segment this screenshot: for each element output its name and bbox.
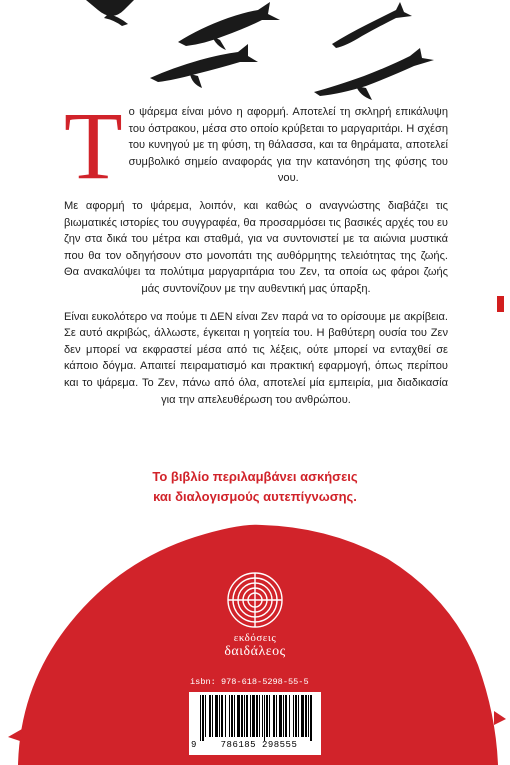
fish-3 xyxy=(150,44,258,82)
side-edge-mark xyxy=(497,296,504,312)
barcode-bar xyxy=(308,695,309,737)
barcode-bar xyxy=(283,695,284,737)
barcode-bar xyxy=(221,695,223,737)
barcode-bar xyxy=(262,695,263,737)
barcode-bars xyxy=(199,695,315,741)
barcode-bar xyxy=(209,695,211,737)
barcode xyxy=(189,692,321,755)
paragraph-1: ο ψάρεμα είναι μόνο η αφορμή. Αποτελεί τη σκληρή επικάλυψη του όστρακου, μέσα στο οποίο κρύβεται το μαργαριτάρι. Η σχέση του κυνηγού με τη φύση, τη θάλασσα, και τα θηράματα, αποτελεί συμβολικό σημείο αναφοράς για την κατανόηση της φύσης του νου. xyxy=(128,106,448,185)
barcode-bar xyxy=(202,695,204,741)
barcode-bar xyxy=(295,695,297,737)
barcode-bar xyxy=(225,695,226,737)
fish-5 xyxy=(332,2,412,48)
barcode-bar xyxy=(285,695,287,737)
barcode-bar xyxy=(246,695,248,737)
paragraph-2: Με αφορμή το ψάρεμα, λοιπόν, και καθώς ο αναγνώστης διαβάζει τις βιωματικές ιστορίες του συγγραφέα, θα προσαρμόσει τις βασικές αρχές του ευ ζην στα δικά του μέτρα και σταθμά, για να συντονιστεί με τα αιώνια μυστικά που θα τον οδηγήσουν στο μονοπάτι της αυθόρμητης τελειότητας της ζωής. Θα ανακαλύψει τα πολύτιμα μαργαριτάρια του Ζεν, τα οποία ως φάροι ζωής μάς συντονίζουν με την αυθεντική μας ύπαρξη. xyxy=(64,199,448,295)
barcode-bar xyxy=(241,695,243,737)
barcode-bar xyxy=(229,695,230,737)
labyrinth-logo-icon xyxy=(225,570,285,630)
barcode-bar xyxy=(266,695,268,737)
barcode-bar xyxy=(276,695,277,737)
barcode-bar xyxy=(234,695,235,737)
isbn-label: isbn: 978-618-5298-55-5 xyxy=(190,677,309,687)
barcode-bar xyxy=(279,695,282,737)
barcode-bar xyxy=(215,695,218,737)
barcode-bar xyxy=(305,695,307,737)
barcode-bar xyxy=(264,695,265,741)
barcode-bar xyxy=(289,695,290,737)
fish-2 xyxy=(178,2,280,46)
barcode-bar xyxy=(252,695,255,737)
description-block xyxy=(64,92,448,419)
barcode-bar xyxy=(256,695,258,737)
highlight-line-2: και διαλογισμούς αυτεπίγνωσης. xyxy=(153,489,357,504)
barcode-digits: 786185 298555 xyxy=(220,740,298,750)
barcode-lead-digit: 9 xyxy=(191,740,197,750)
barcode-bar xyxy=(200,695,201,741)
fish-4 xyxy=(314,48,434,96)
barcode-bar xyxy=(298,695,299,737)
publisher-block xyxy=(205,570,305,660)
drop-cap: Τ xyxy=(64,92,123,199)
highlight-line-1: Το βιβλίο περιλαμβάνει ασκήσεις xyxy=(152,469,358,484)
barcode-bar xyxy=(237,695,240,737)
barcode-bar xyxy=(231,695,233,737)
publisher-label: εκδόσεις xyxy=(233,632,277,644)
barcode-bar xyxy=(205,695,206,737)
highlight-note xyxy=(60,467,450,507)
barcode-bar xyxy=(310,695,312,741)
barcode-bar xyxy=(273,695,275,737)
paragraph-3: Είναι ευκολότερο να πούμε τι ΔΕΝ είναι Ζεν παρά να το ορίσουμε με ακρίβεια. Σε αυτό ακριβώς, άλλωστε, έγκειται η γοητεία του. Η βαθύτερη ουσία του Ζεν δεν μπορεί να εκφραστεί μέσα από τις λέξεις, ούτε μπορεί να ενταχθεί σε κάποιο δόγμα. Απαιτεί πειραματισμό και πρακτική εφαρμογή, όπως περίπου και το ψάρεμα. Το Ζεν, πάνω από όλα, αποτελεί μία εμπειρία, μια διαδικασία για την απελευθέρωση του ανθρώπου. xyxy=(64,310,448,406)
barcode-bar xyxy=(250,695,251,737)
publisher-name: δαιδάλεος xyxy=(224,644,286,659)
barcode-bar xyxy=(244,695,245,737)
barcode-bar xyxy=(293,695,294,737)
barcode-bar xyxy=(269,695,270,737)
fish-1 xyxy=(86,0,136,16)
barcode-bar xyxy=(219,695,220,737)
barcode-bar xyxy=(301,695,304,737)
barcode-bar xyxy=(212,695,213,737)
barcode-bar xyxy=(259,695,260,737)
